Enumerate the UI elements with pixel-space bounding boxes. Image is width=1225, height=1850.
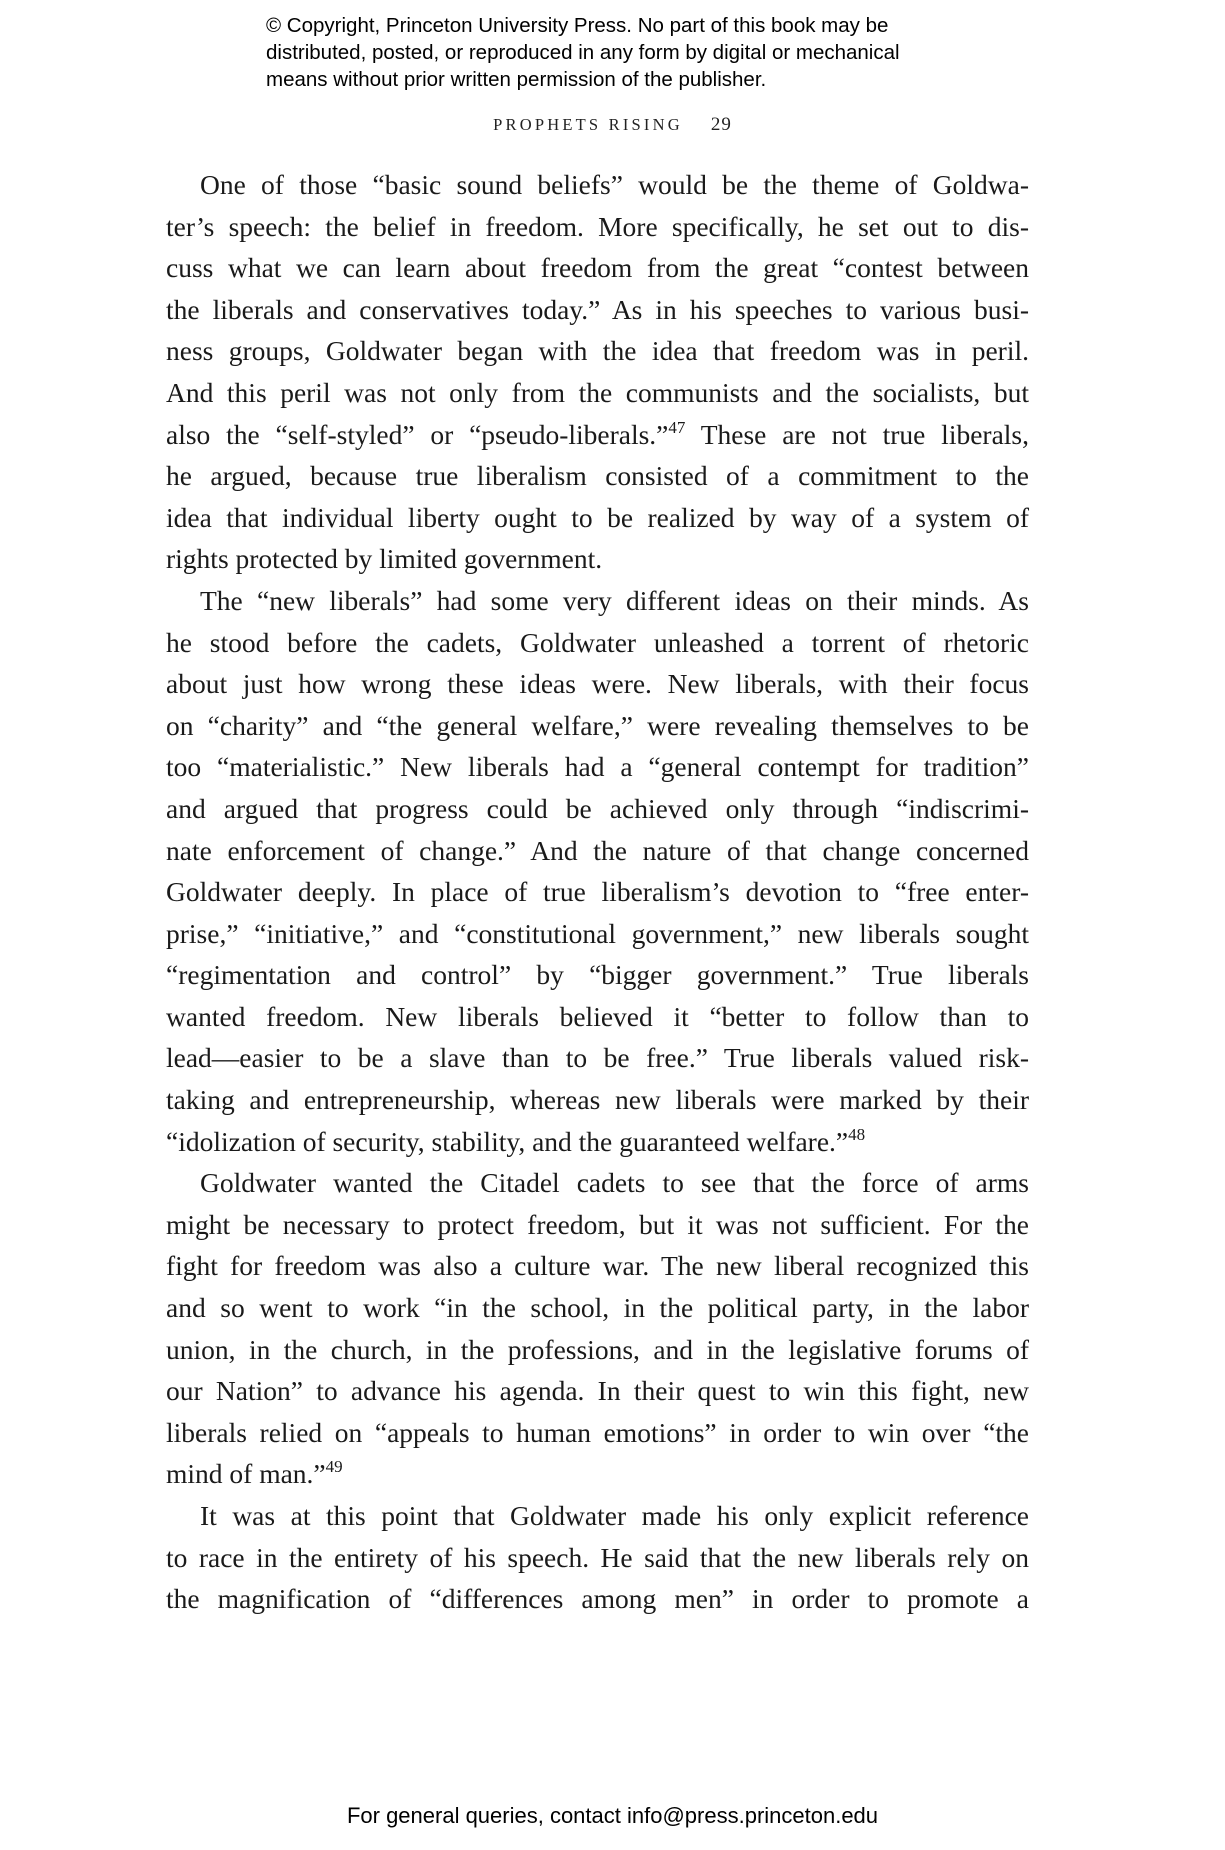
copyright-notice (266, 12, 1026, 93)
text-line: rights protected by limited government. (166, 543, 603, 575)
text-line: Goldwater wanted the Citadel cadets to see that the force of arms (200, 1167, 1029, 1199)
text-line: idea that individual liberty ought to be realized by way of a system of (166, 501, 1029, 533)
copyright-line: © Copyright, Princeton University Press. No part of this book may be (266, 14, 889, 37)
text-line: he stood before the cadets, Goldwater unleashed a torrent of rhetoric (166, 626, 1029, 658)
body-text (166, 164, 1029, 1620)
text-line: union, in the church, in the professions, and in the legislative forums of (166, 1333, 1029, 1365)
footnote-marker: 48 (848, 1124, 866, 1144)
text-line: And this peril was not only from the communists and the socialists, but (166, 376, 1029, 408)
paragraph (166, 1495, 1029, 1620)
text-line: Goldwater deeply. In place of true liberalism’s devotion to “free enter- (166, 876, 1029, 908)
text-line: the magnification of “differences among men” in order to promote a (166, 1583, 1029, 1615)
text-line: ter’s speech: the belief in freedom. More specifically, he set out to dis- (166, 210, 1029, 242)
text-line: ness groups, Goldwater began with the idea that freedom was in peril. (166, 335, 1029, 367)
text-line: taking and entrepreneurship, whereas new liberals were marked by their (166, 1084, 1029, 1116)
copyright-line: distributed, posted, or reproduced in any form by digital or mechanical (266, 41, 900, 64)
footnote-marker: 47 (668, 417, 686, 437)
text-line: to race in the entirety of his speech. He said that the new liberals rely on (166, 1541, 1029, 1573)
text-line: The “new liberals” had some very different ideas on their minds. As (200, 584, 1029, 616)
copyright-line: means without prior written permission of the publisher. (266, 68, 767, 91)
text-line: cuss what we can learn about freedom from the great “contest between (166, 252, 1029, 284)
text-line: the liberals and conservatives today.” As in his speeches to various busi- (166, 293, 1029, 325)
text-line: and argued that progress could be achieved only through “indiscrimi- (166, 792, 1029, 824)
text-line: our Nation” to advance his agenda. In their quest to win this fight, new (166, 1375, 1029, 1407)
text-line: One of those “basic sound beliefs” would be the theme of Goldwa- (200, 169, 1029, 200)
text-line: on “charity” and “the general welfare,” were revealing themselves to be (166, 709, 1029, 741)
text-line: and so went to work “in the school, in the political party, in the labor (166, 1292, 1029, 1324)
paragraph (166, 164, 1029, 580)
text-line: “regimentation and control” by “bigger government.” True liberals (166, 959, 1029, 991)
paragraph (166, 580, 1029, 1162)
running-head-title: PROPHETS RISING (493, 115, 683, 134)
text-line: about just how wrong these ideas were. New liberals, with their focus (166, 668, 1029, 700)
text-line: nate enforcement of change.” And the nature of that change concerned (166, 834, 1029, 866)
footer-contact: For general queries, contact info@press.princeton.edu (346, 1803, 879, 1828)
text-line: he argued, because true liberalism consisted of a commitment to the (166, 460, 1029, 492)
text-line: It was at this point that Goldwater made his only explicit reference (200, 1500, 1029, 1531)
text-line: mind of man.”$^{49}$ (166, 1457, 343, 1490)
text-line: wanted freedom. New liberals believed it “better to follow than to (166, 1000, 1029, 1032)
text-line: too “materialistic.” New liberals had a “general contempt for tradition” (166, 751, 1029, 783)
text-line: also the “self-styled” or “pseudo-liberals.”$^{47}$ These are not true liberals, (166, 417, 1029, 450)
paragraph (166, 1162, 1029, 1495)
running-head (0, 114, 1225, 136)
page-number: 29 (710, 114, 732, 135)
text-line: “idolization of security, stability, and the guaranteed welfare.”$^{48}$ (166, 1124, 866, 1157)
text-line: liberals relied on “appeals to human emotions” in order to win over “the (166, 1416, 1029, 1448)
text-line: lead—easier to be a slave than to be free.” True liberals valued risk- (166, 1042, 1029, 1074)
text-line: might be necessary to protect freedom, but it was not sufficient. For the (166, 1208, 1029, 1240)
text-line: prise,” “initiative,” and “constitutional government,” new liberals sought (166, 917, 1029, 949)
footnote-marker: 49 (325, 1457, 343, 1477)
text-line: fight for freedom was also a culture war. The new liberal recognized this (166, 1250, 1029, 1282)
